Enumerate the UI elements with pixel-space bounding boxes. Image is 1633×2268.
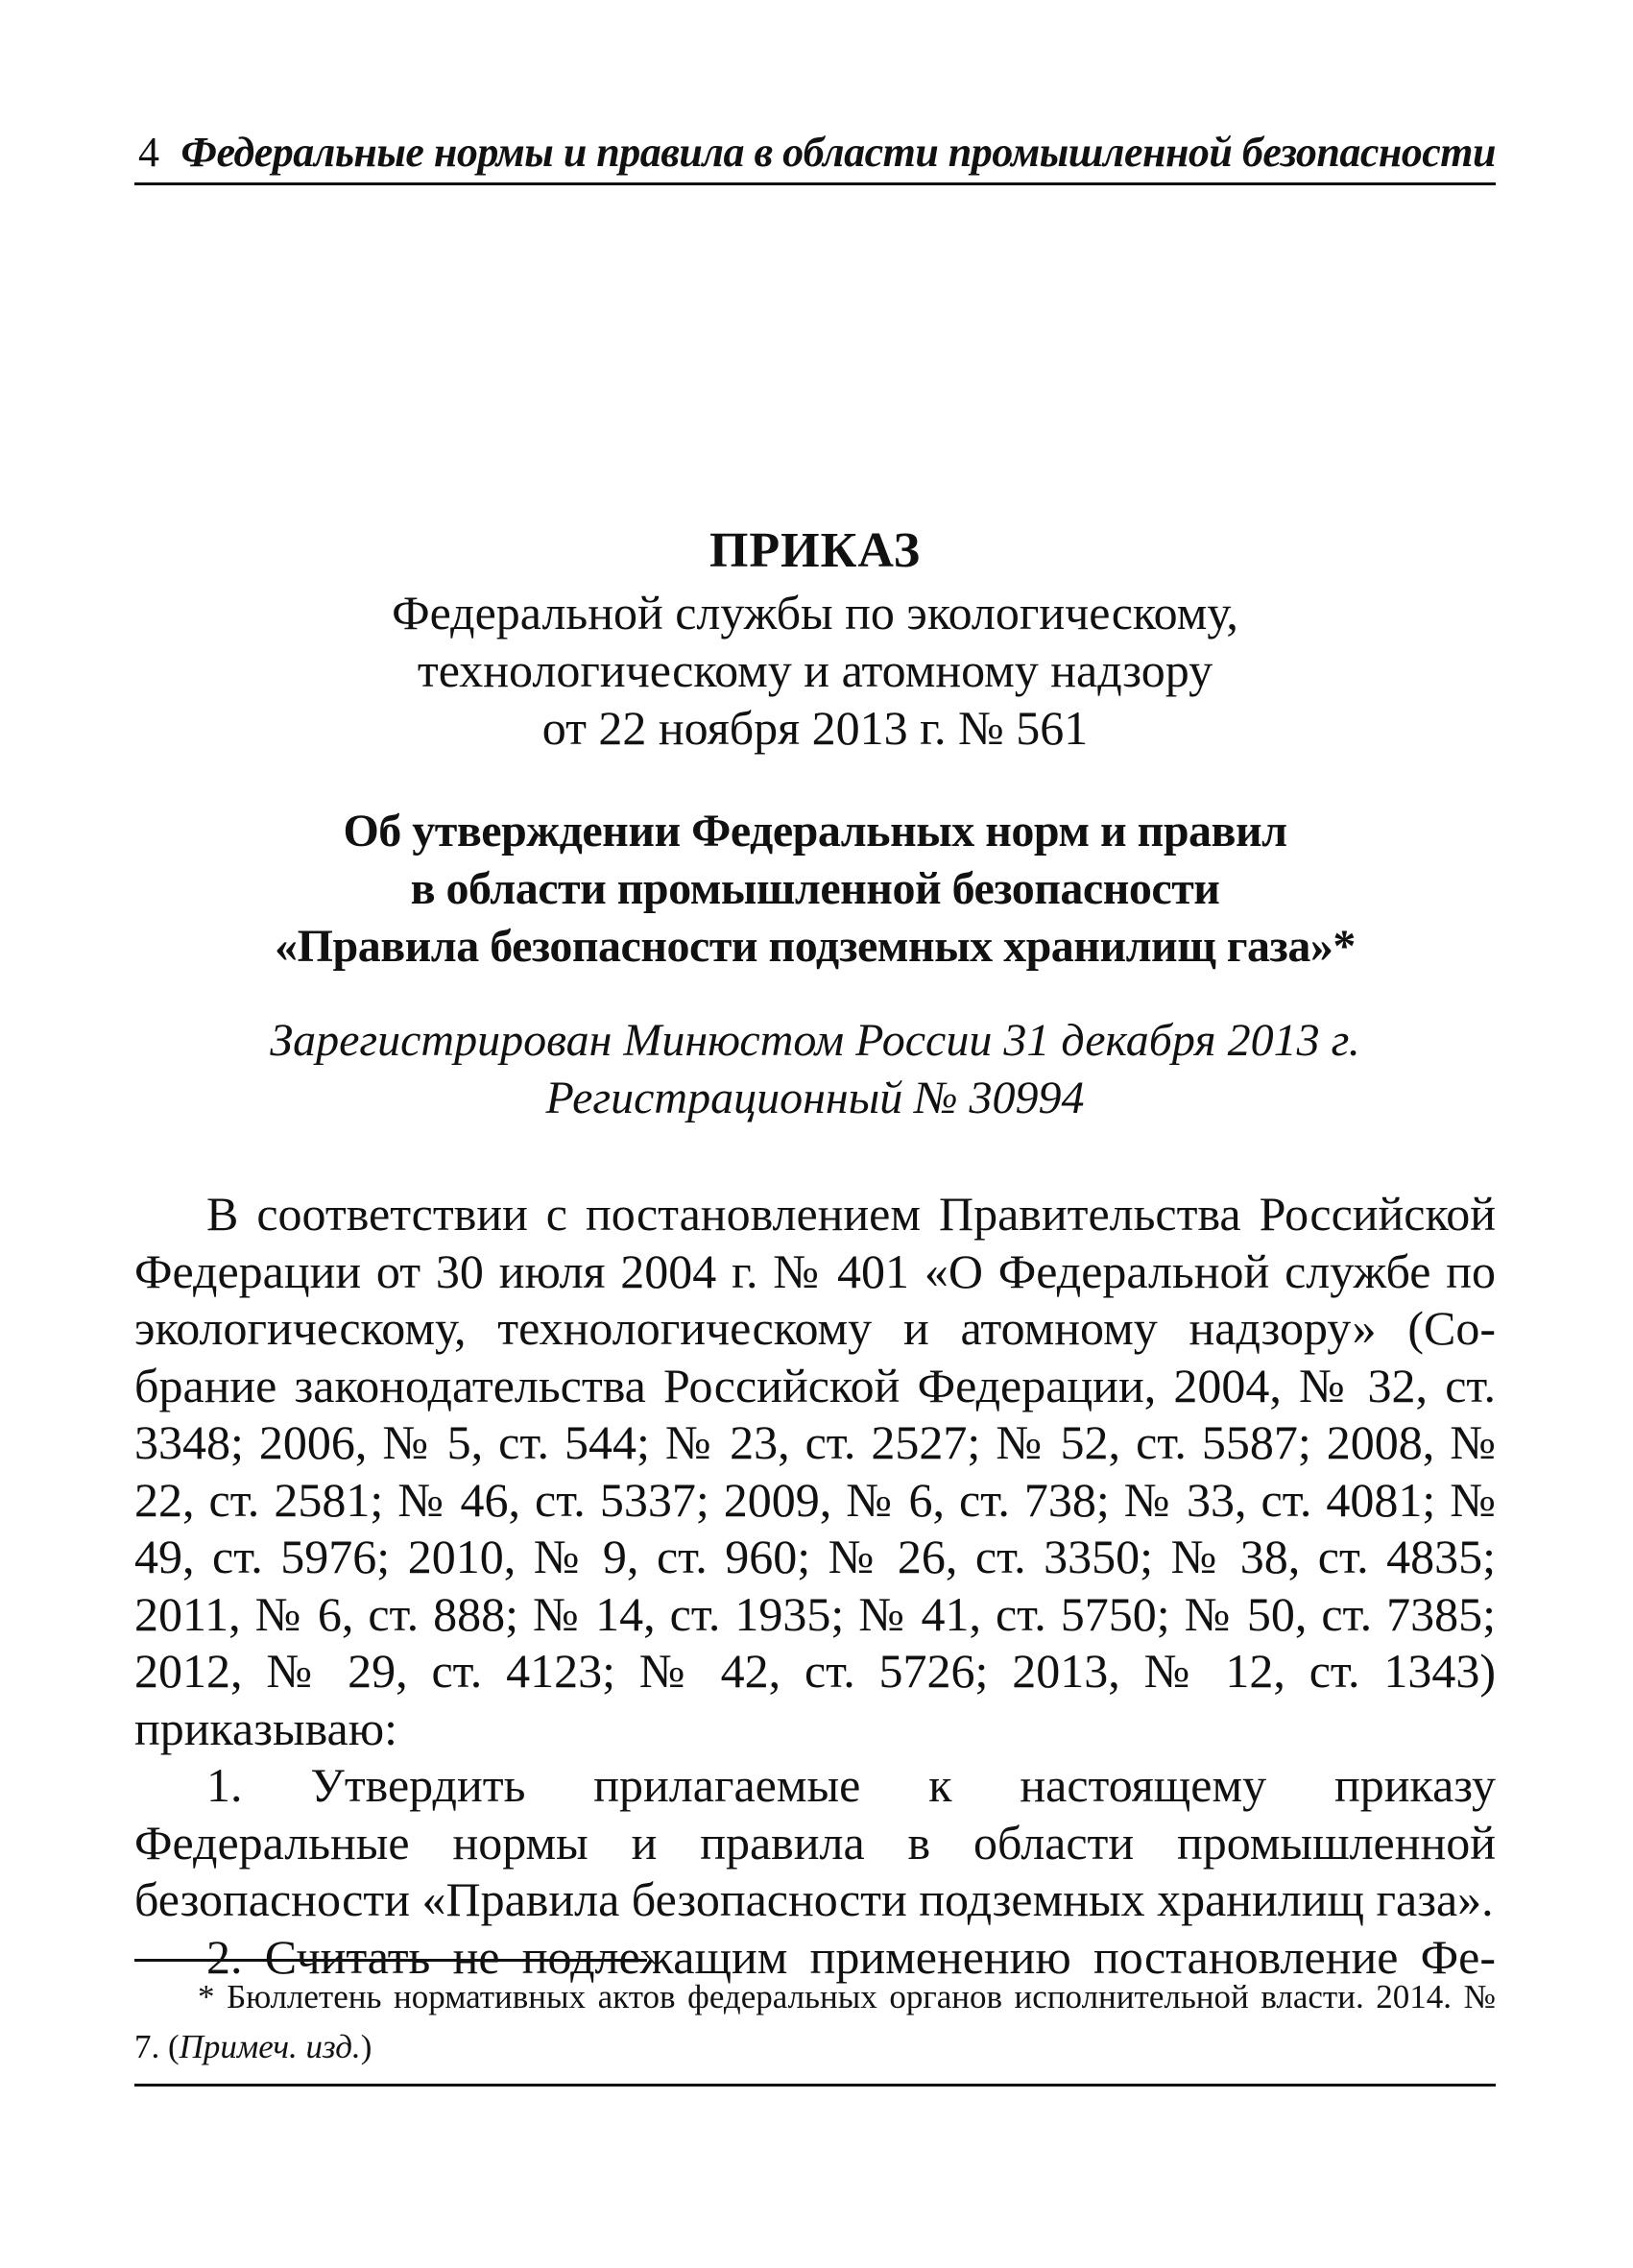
- publisher-note: Примеч. изд.: [179, 2028, 361, 2065]
- footnote-text: [134, 1972, 1496, 2072]
- footnote-separator: [134, 1959, 647, 1962]
- bottom-rule: [134, 2084, 1496, 2087]
- preamble-paragraph: В соответствии с постановлением Правительства Российской Федерации от 30 июля 2004 г. № 401 «О Федеральной службе по экологическому, технологическому и атомному надзору» (Собрание законодательства Российской Федерации, 2004, № 32, ст. 3348; 2006, № 5, ст. 544; № 23, ст. 2527; № 52, ст. 5587; 2008, № 22, ст. 2581; № 46, ст. 5337; 2009, № 6, ст. 738; № 33, ст. 4081; № 49, ст. 5976; 2010, № 9, ст. 960; № 26, ст. 3350; № 38, ст. 4835; 2011, № 6, ст. 888; № 14, ст. 1935; № 41, ст. 5750; № 50, ст. 7385; 2012, № 29, ст. 4123; № 42, ст. 5726; 2013, № 12, ст. 1343) приказываю:: [134, 1187, 1496, 1755]
- document-type-heading: ПРИКАЗ: [708, 523, 922, 578]
- body-text: [134, 1186, 1496, 1986]
- running-title: Федеральные нормы и правила в области промышленной безопасности: [180, 129, 1496, 176]
- footnote-close: ): [360, 2028, 372, 2065]
- subject-heading: [134, 803, 1496, 976]
- clause-2-paragraph: 2. Считать не подлежащим применению постановление Фе-: [206, 1929, 1496, 1984]
- page-number: 4: [138, 129, 159, 176]
- registration-number: Регистрационный № 30994: [545, 1073, 1085, 1123]
- title-block: [134, 519, 1496, 1127]
- registration-line: Зарегистрирован Минюстом России 31 декабря 2013 г.: [270, 1015, 1360, 1066]
- subject-line: в области промышленной безопасности: [410, 863, 1220, 914]
- clause-1-paragraph: 1. Утвердить прилагаемые к настоящему приказу Федеральные нормы и правила в области промышленной безопасности «Правила безопасности подземных хранилищ газа».: [134, 1758, 1496, 1926]
- issuer-line: Федеральной службы по экологическому,: [392, 586, 1238, 639]
- issuer-line: технологическому и атомному надзору: [417, 643, 1213, 697]
- running-header: [134, 125, 1496, 185]
- order-date-number: от 22 ноября 2013 г. № 561: [541, 701, 1089, 755]
- footnote: [134, 1972, 1496, 2072]
- subject-line: «Правила безопасности подземных хранилищ газа»*: [275, 921, 1356, 972]
- registration-info: [134, 1012, 1496, 1127]
- footnote-source: * Бюллетень нормативных актов федеральных органов исполнительной власти. 2014. № 7. (: [134, 1978, 1496, 2065]
- subject-line: Об утверждении Федеральных норм и правил: [343, 806, 1287, 857]
